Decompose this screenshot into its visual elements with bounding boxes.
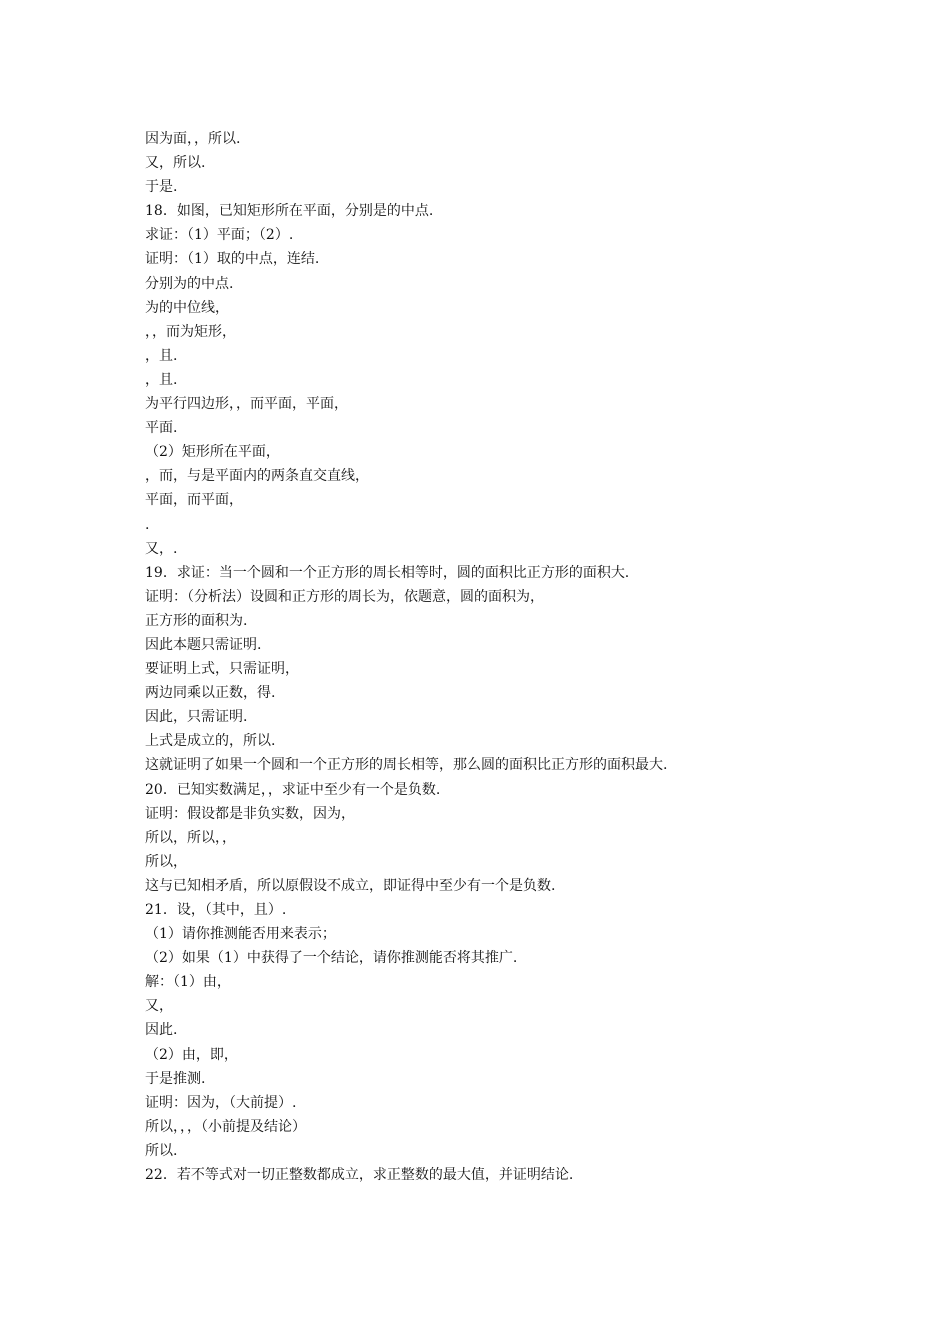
- text-line: .: [145, 516, 150, 533]
- text-line: 证明：假设都是非负实数，因为，: [145, 805, 355, 822]
- text-line: 于是.: [145, 179, 178, 196]
- text-line: 于是推测.: [145, 1070, 206, 1087]
- text-line: ，且.: [145, 347, 178, 364]
- text-line: （2）如果（1）中获得了一个结论，请你推测能否将其推广.: [145, 950, 518, 967]
- text-line: （2）由，即，: [145, 1046, 238, 1063]
- text-line: 这就证明了如果一个圆和一个正方形的周长相等，那么圆的面积比正方形的面积最大.: [145, 757, 668, 774]
- text-line: 因此.: [145, 1022, 178, 1039]
- text-line: 证明：（1）取的中点，连结.: [145, 251, 320, 268]
- text-line: ，，而为矩形，: [145, 323, 236, 340]
- text-line: 20．已知实数满足，，求证中至少有一个是负数.: [145, 781, 441, 798]
- text-line: ，而，与是平面内的两条直交直线，: [145, 468, 369, 485]
- text-line: 又，.: [145, 540, 178, 557]
- text-line: 因为面，，所以.: [145, 131, 241, 147]
- text-line: 平面.: [145, 420, 178, 437]
- text-line: 求证：（1）平面；（2）.: [145, 227, 294, 244]
- text-line: 两边同乘以正数，得.: [145, 685, 276, 702]
- text-line: 正方形的面积为.: [145, 612, 248, 629]
- text-line: 因此，只需证明.: [145, 709, 248, 726]
- text-line: 又，所以.: [145, 155, 206, 172]
- text-line: 平面，而平面，: [145, 492, 243, 509]
- text-line: 证明：（分析法）设圆和正方形的周长为，依题意，圆的面积为，: [145, 588, 544, 605]
- text-line: 所以，: [145, 853, 187, 870]
- text-line: 18．如图，已知矩形所在平面，分别是的中点.: [145, 203, 434, 220]
- text-line: 证明：因为，（大前提）.: [145, 1094, 297, 1111]
- text-line: 又，: [145, 998, 173, 1015]
- text-line: 19．求证：当一个圆和一个正方形的周长相等时，圆的面积比正方形的面积大.: [145, 564, 630, 581]
- text-line: 因此本题只需证明.: [145, 636, 262, 653]
- text-line: （2）矩形所在平面，: [145, 444, 280, 461]
- text-line: 所以.: [145, 1142, 178, 1159]
- text-line: 这与已知相矛盾，所以原假设不成立，即证得中至少有一个是负数.: [145, 877, 556, 894]
- document-text: [145, 127, 905, 1187]
- text-line: 为的中位线，: [145, 299, 229, 316]
- text-line: 所以，所以，，: [145, 829, 236, 846]
- text-line: 上式是成立的，所以.: [145, 733, 276, 750]
- text-line: 要证明上式，只需证明，: [145, 661, 299, 678]
- text-line: 22．若不等式对一切正整数都成立，求正整数的最大值，并证明结论.: [145, 1167, 574, 1184]
- text-line: 分别为的中点.: [145, 275, 234, 292]
- text-line: 解：（1）由，: [145, 974, 231, 991]
- text-line: （1）请你推测能否用来表示；: [145, 926, 336, 943]
- text-line: 21．设，（其中，且）.: [145, 902, 287, 918]
- text-line: 为平行四边形，，而平面，平面，: [145, 396, 348, 413]
- text-line: 所以，，，（小前提及结论）: [145, 1118, 306, 1135]
- text-line: ，且.: [145, 371, 178, 388]
